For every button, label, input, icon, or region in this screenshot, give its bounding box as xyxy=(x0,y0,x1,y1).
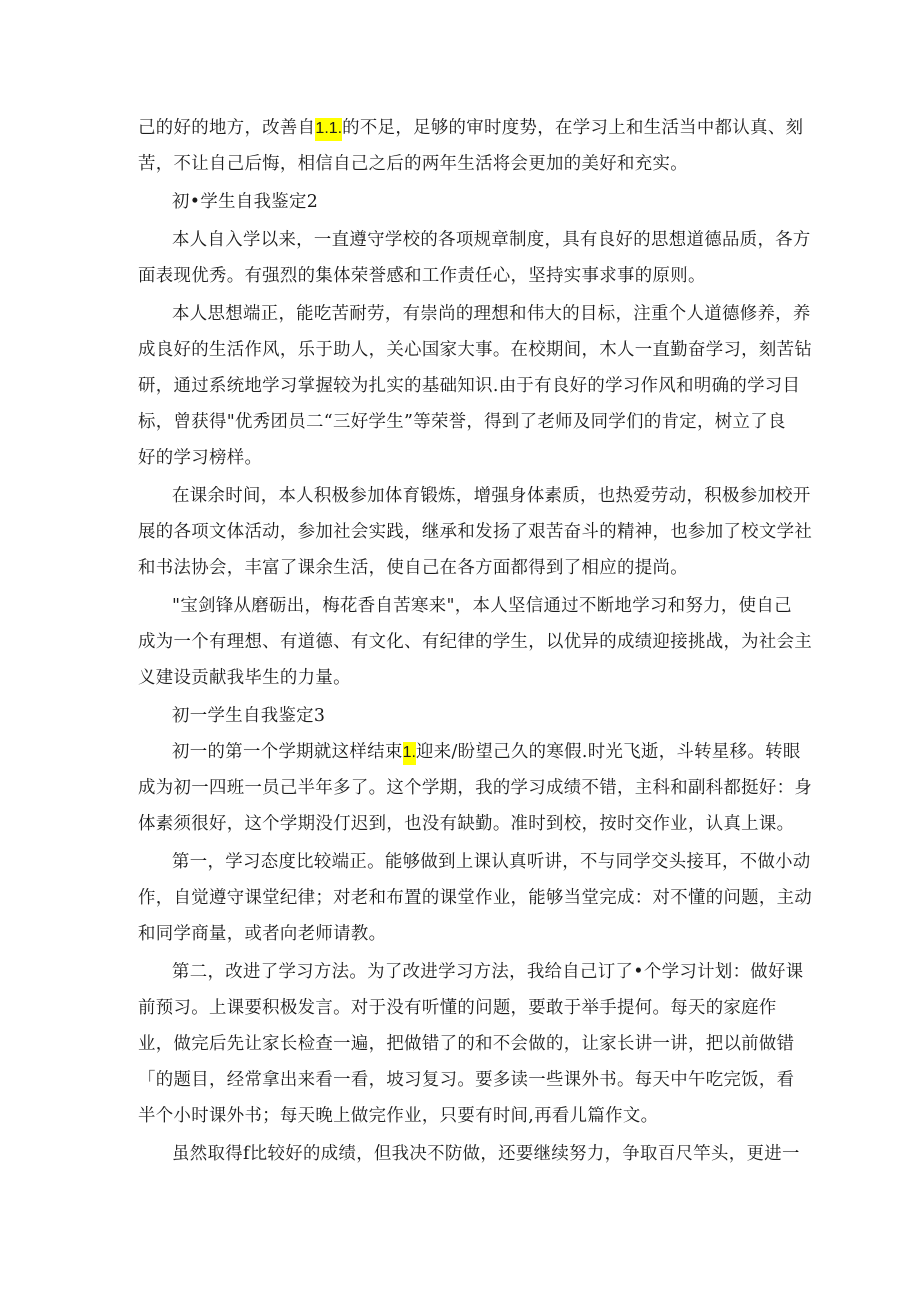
paragraph-line: 第一，学习态度比较端正。能够做到上课认真听讲，不与同学交头接耳，不做小动 xyxy=(172,852,811,872)
paragraph-line: 成良好的生活作风，乐于助人，关心国家大事。在校期间，木人一直勤奋学习，刻苦钻 xyxy=(138,340,813,360)
paragraph-line: 标，曾获得"优秀团员二“三好学生”等荣誉，得到了老师及同学们的肯定，树立了良 xyxy=(138,412,786,432)
paragraph-line: 成为一个有理想、有道德、有文化、有纪律的学生，以优异的成绩迎接挑战，为社会主 xyxy=(138,632,813,652)
paragraph-line: 研，通过系统地学习掌握较为扎实的基础知识.由于有良好的学习作风和明确的学习目 xyxy=(138,376,801,396)
paragraph-line: 第二，改进了学习方法。为了改进学习方法，我给自己订了•个学习计划：做好课 xyxy=(172,962,804,982)
paragraph-line: 和同学商量，或者向老师请教。 xyxy=(138,924,387,944)
paragraph-line: 本人自入学以来，一直遵守学校的各项规章制度，具有良好的思想道德品质，各方 xyxy=(172,230,811,250)
paragraph-line: 苦，不让自己后悔，相信自己之后的两年生活将会更加的美好和充实。 xyxy=(138,154,688,174)
paragraph-line xyxy=(172,740,801,765)
paragraph-line: 成为初一四班一员己半年多了。这个学期，我的学习成绩不错，主科和副科都挺好：身 xyxy=(138,778,813,798)
paragraph-line: 体素须很好，这个学期没仃迟到，也没有缺勤。准时到校，按时交作业，认真上课。 xyxy=(138,814,795,834)
highlight-mark: 1. xyxy=(403,742,416,765)
paragraph-line: 本人思想端正，能吃苦耐劳，有崇尚的理想和伟大的目标，注重个人道德修养，养 xyxy=(172,304,811,324)
paragraph-line: 「的题目，经常拿出来看一看，坡习复习。要多读一些课外书。每天中午吃完饭，看 xyxy=(138,1070,795,1090)
line-text: 的不足，足够的审时度势，在学习上和生活当中都认真、刻 xyxy=(342,118,804,138)
highlight-mark: 1.1. xyxy=(315,118,342,141)
paragraph-line: 和书法协会，丰富了课余生活，使自己在各方面都得到了相应的提尚。 xyxy=(138,558,688,578)
line-text: 迎来/盼望己久的寒假.时光飞逝，斗转星移。转眼 xyxy=(415,742,801,762)
paragraph-line: 虽然取得f比较好的成绩，但我决不防做，还要继续努力，争取百尺竿头，更进一 xyxy=(172,1144,800,1164)
paragraph-line: 面表现优秀。有强烈的集体荣誉感和工作责任心，坚持实事求事的原则。 xyxy=(138,266,706,286)
line-text: 己的好的地方，改善自 xyxy=(138,118,316,138)
section-heading: 初一学生自我鉴定3 xyxy=(172,706,326,726)
paragraph-line: "宝剑锋从磨砺出，梅花香自苦寒来"，本人坚信通过不断地学习和努力，使自己 xyxy=(172,596,792,616)
paragraph-line: 义建设贡献我毕生的力量。 xyxy=(138,668,351,688)
paragraph-line xyxy=(138,116,803,141)
paragraph-line: 展的各项文体活动，参加社会实践，继承和发扬了艰苦奋斗的精神，也参加了校文学社 xyxy=(138,522,813,542)
section-heading: 初•学生自我鉴定2 xyxy=(172,192,319,212)
paragraph-line: 半个小时课外书；每天晚上做完作业，只要有时间,再看儿篇作文。 xyxy=(138,1106,659,1126)
paragraph-line: 前预习。上课要积极发言。对于没有听懂的问题，要敢于举手提何。每天的家庭作 xyxy=(138,998,777,1018)
paragraph-line: 业，做完后先让家长检查一遍，把做错了的和不会做的，让家长讲一讲，把以前做错 xyxy=(138,1034,795,1054)
paragraph-line: 好的学习榜样。 xyxy=(138,448,263,468)
paragraph-line: 在课余时间，本人积极参加体育锻炼，增强身体素质，也热爱劳动，积极参加校开 xyxy=(172,486,811,506)
line-text: 初一的第一个学期就这样结束 xyxy=(172,742,403,762)
paragraph-line: 作，自觉遵守课堂纪律；对老和布置的课堂作业，能够当堂完成：对不懂的问题，主动 xyxy=(138,888,813,908)
